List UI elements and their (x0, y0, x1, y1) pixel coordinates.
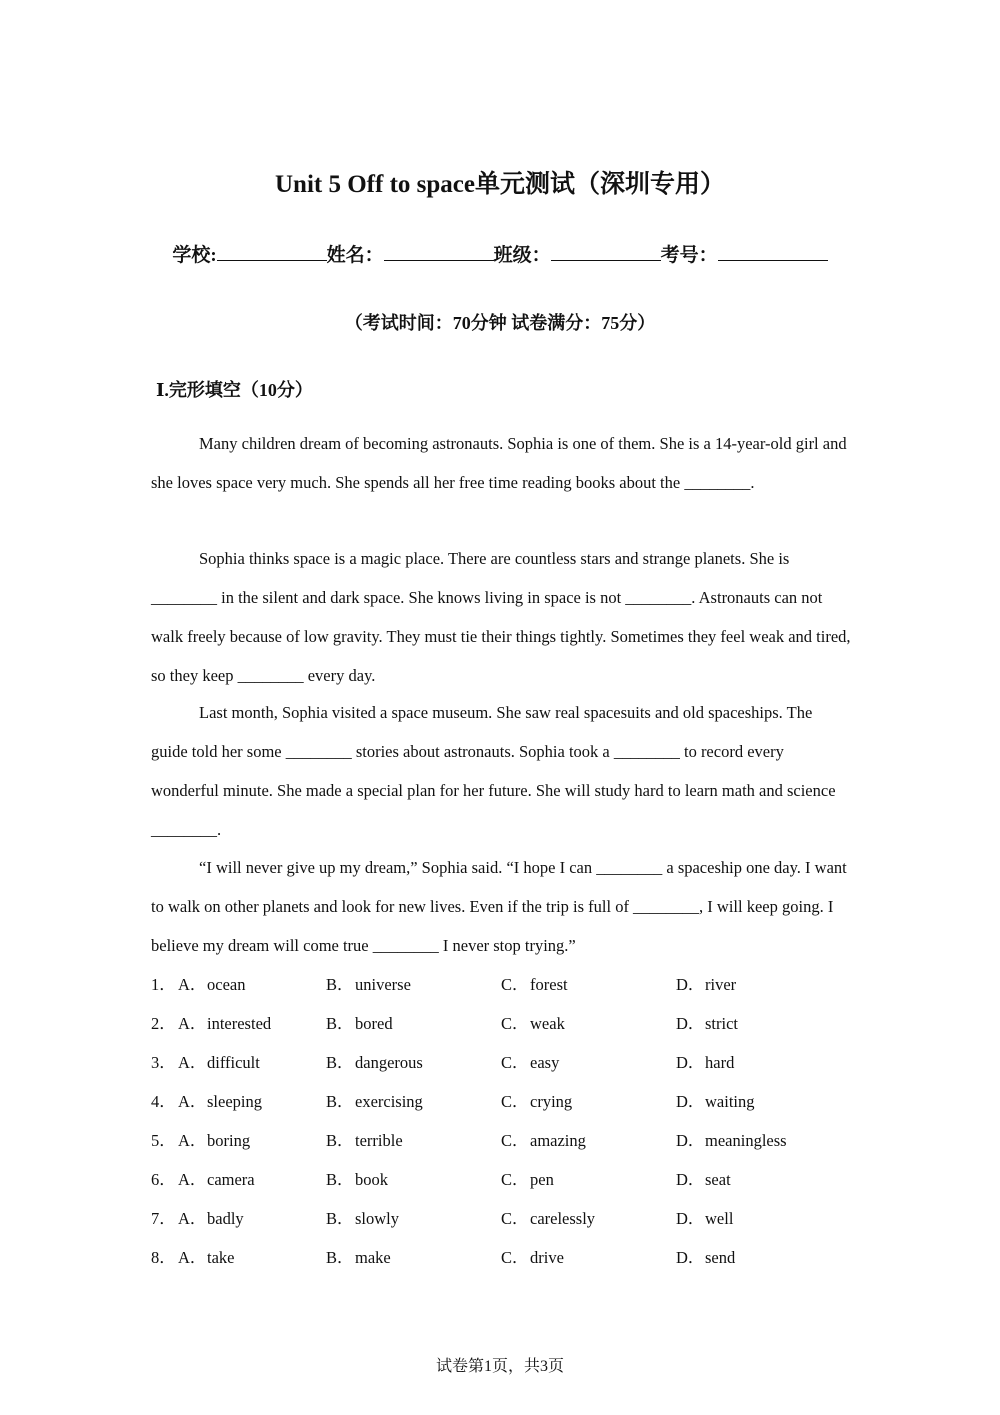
option-d (676, 971, 851, 995)
option-text: camera (207, 1169, 255, 1189)
option-letter: C． (501, 1091, 529, 1111)
option-letter: D． (676, 1208, 705, 1228)
question-number: 4． (151, 1091, 176, 1111)
option-text: ocean (207, 974, 246, 994)
passage-paragraph-4 (151, 848, 851, 965)
option-letter: C． (501, 1247, 529, 1267)
question-row-7 (151, 1197, 851, 1236)
option-text: weak (530, 1013, 565, 1033)
name-blank (384, 240, 494, 261)
option-text: river (705, 974, 737, 994)
option-letter: B． (326, 1013, 354, 1033)
option-c (501, 971, 676, 995)
exam-time-note: （考试时间：70分钟 试卷满分：75分） (344, 313, 656, 333)
option-b (326, 1205, 501, 1229)
option-a (151, 1010, 326, 1034)
question-number: 3． (151, 1052, 176, 1072)
question-row-1 (151, 963, 851, 1002)
option-text: well (705, 1208, 734, 1228)
question-number: 7． (151, 1208, 176, 1228)
option-b (326, 1127, 501, 1151)
option-text: waiting (705, 1091, 755, 1111)
option-c (501, 1088, 676, 1112)
option-text: sleeping (207, 1091, 262, 1111)
option-text: strict (705, 1013, 738, 1033)
option-text: amazing (530, 1130, 586, 1150)
paragraph-text: Last month, Sophia visited a space museum. She saw real spacesuits and old spaceships. The guide told her some ________ stories about astronauts. Sophia took a ________ to record every wonderful minute. She made a special plan for her future. She will study hard to learn math and science ________. (151, 703, 836, 839)
option-letter: A． (178, 974, 207, 994)
option-text: seat (705, 1169, 731, 1189)
option-text: universe (355, 974, 411, 994)
option-text: take (207, 1247, 235, 1267)
question-options (151, 963, 851, 1275)
option-letter: A． (178, 1052, 207, 1072)
student-info-line (0, 240, 1000, 271)
option-letter: C． (501, 1013, 529, 1033)
option-text: interested (207, 1013, 272, 1033)
option-letter: C． (501, 974, 529, 994)
option-c (501, 1010, 676, 1034)
option-letter: D． (676, 974, 705, 994)
option-text: carelessly (530, 1208, 596, 1228)
option-text: make (355, 1247, 391, 1267)
option-letter: A． (178, 1247, 207, 1267)
option-letter: A． (178, 1208, 207, 1228)
question-row-4 (151, 1080, 851, 1119)
option-d (676, 1049, 851, 1073)
option-b (326, 1166, 501, 1190)
class-blank (551, 240, 661, 261)
paragraph-text: “I will never give up my dream,” Sophia said. “I hope I can ________ a spaceship one day. I want to walk on other planets and look for new lives. Even if the trip is full of ________, I will keep going. I believe my dream will come true ________ I never stop trying.” (151, 858, 847, 955)
question-row-6 (151, 1158, 851, 1197)
option-letter: C． (501, 1208, 529, 1228)
option-letter: B． (326, 1169, 354, 1189)
option-d (676, 1010, 851, 1034)
option-letter: B． (326, 1247, 354, 1267)
option-letter: D． (676, 1091, 705, 1111)
option-text: difficult (207, 1052, 260, 1072)
question-number: 8． (151, 1247, 176, 1267)
section-heading: Ⅰ.完形填空（10分） (156, 380, 313, 400)
name-label: 姓名： (326, 245, 384, 266)
option-d (676, 1088, 851, 1112)
option-text: terrible (355, 1130, 403, 1150)
option-text: exercising (355, 1091, 423, 1111)
question-number: 1． (151, 974, 176, 994)
option-d (676, 1127, 851, 1151)
option-text: drive (530, 1247, 564, 1267)
number-label: 考号： (660, 245, 718, 266)
option-letter: D． (676, 1169, 705, 1189)
question-row-3 (151, 1041, 851, 1080)
option-b (326, 971, 501, 995)
option-a (151, 1205, 326, 1229)
option-a (151, 1127, 326, 1151)
option-a (151, 971, 326, 995)
question-number: 5． (151, 1130, 176, 1150)
option-c (501, 1049, 676, 1073)
question-number: 6． (151, 1169, 176, 1189)
option-letter: A． (178, 1013, 207, 1033)
option-text: book (355, 1169, 388, 1189)
option-d (676, 1166, 851, 1190)
option-b (326, 1010, 501, 1034)
option-d (676, 1244, 851, 1268)
option-letter: D． (676, 1013, 705, 1033)
class-label: 班级： (493, 245, 551, 266)
option-b (326, 1088, 501, 1112)
question-row-8 (151, 1236, 851, 1275)
option-letter: B． (326, 1130, 354, 1150)
option-c (501, 1205, 676, 1229)
option-text: crying (530, 1091, 573, 1111)
option-letter: B． (326, 1208, 354, 1228)
passage-paragraph-1 (151, 424, 851, 502)
page-footer: 试卷第1页，共3页 (435, 1358, 564, 1375)
option-text: send (705, 1247, 736, 1267)
option-text: bored (355, 1013, 393, 1033)
question-row-2 (151, 1002, 851, 1041)
option-d (676, 1205, 851, 1229)
option-b (326, 1049, 501, 1073)
option-a (151, 1166, 326, 1190)
option-letter: D． (676, 1130, 705, 1150)
option-text: badly (207, 1208, 244, 1228)
option-text: slowly (355, 1208, 400, 1228)
option-c (501, 1166, 676, 1190)
option-text: dangerous (355, 1052, 423, 1072)
school-blank (217, 240, 327, 261)
option-letter: A． (178, 1130, 207, 1150)
paragraph-text: Sophia thinks space is a magic place. There are countless stars and strange planets. She is ________ in the silent and dark space. She knows living in space is not ________. Astronauts can not walk freely because of low gravity. They must tie their things tightly. Sometimes they feel weak and tired, so they keep ________ every day. (151, 549, 851, 685)
option-letter: C． (501, 1052, 529, 1072)
option-letter: B． (326, 1091, 354, 1111)
option-text: forest (530, 974, 568, 994)
option-a (151, 1088, 326, 1112)
option-b (326, 1244, 501, 1268)
option-letter: B． (326, 974, 354, 994)
option-letter: D． (676, 1247, 705, 1267)
paragraph-text: Many children dream of becoming astronauts. Sophia is one of them. She is a 14-year-old girl and she loves space very much. She spends all her free time reading books about the ________. (151, 434, 847, 492)
option-c (501, 1127, 676, 1151)
option-letter: C． (501, 1130, 529, 1150)
option-text: easy (530, 1052, 560, 1072)
option-letter: C． (501, 1169, 529, 1189)
option-a (151, 1049, 326, 1073)
question-row-5 (151, 1119, 851, 1158)
option-letter: D． (676, 1052, 705, 1072)
passage-paragraph-2 (151, 539, 851, 695)
option-c (501, 1244, 676, 1268)
option-letter: A． (178, 1169, 207, 1189)
number-blank (718, 240, 828, 261)
passage-paragraph-3 (151, 693, 851, 849)
option-text: boring (207, 1130, 251, 1150)
page-title: Unit 5 Off to space单元测试（深圳专用） (275, 171, 725, 198)
option-text: pen (530, 1169, 554, 1189)
option-text: hard (705, 1052, 735, 1072)
option-letter: A． (178, 1091, 207, 1111)
option-text: meaningless (705, 1130, 787, 1150)
school-label: 学校: (172, 245, 217, 266)
question-number: 2． (151, 1013, 176, 1033)
option-a (151, 1244, 326, 1268)
option-letter: B． (326, 1052, 354, 1072)
